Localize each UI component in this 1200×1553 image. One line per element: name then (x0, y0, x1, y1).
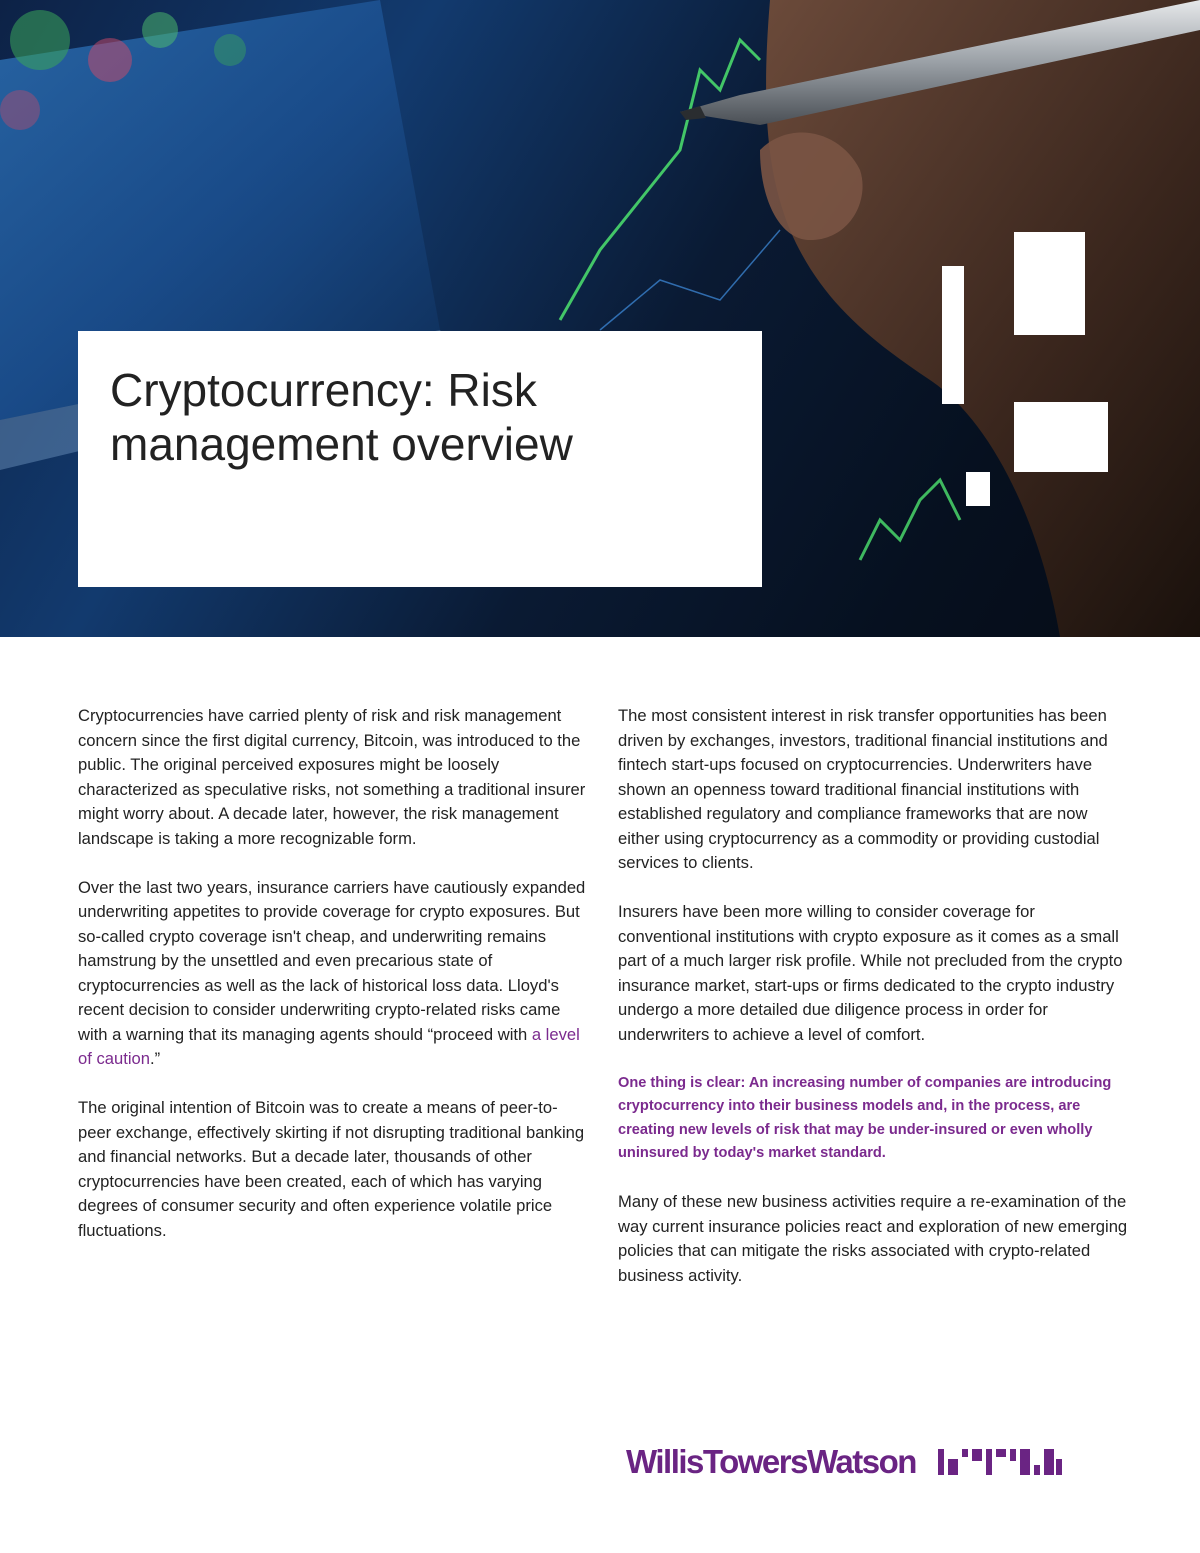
paragraph: The original intention of Bitcoin was to create a means of peer-to-peer exchange, effectively skirting if not disrupting traditional banking and financial networks. But a decade later, thousands of other cryptocurrencies have been created, each of which has varying degrees of consumer security and often experience volatile price fluctuations. (78, 1098, 585, 1240)
right-column (618, 704, 1128, 1313)
title-box (78, 331, 762, 587)
paragraph-text: Over the last two years, insurance carriers have cautiously expanded underwriting appetites to provide coverage for crypto exposures. But so-called crypto coverage isn't cheap, and underwriting remains hamstrung by the unsettled and even precarious state of cryptocurrencies as well as the lack of historical loss data. Lloyd's recent decision to consider underwriting crypto-related risks came with a warning that its managing agents should “proceed with (78, 877, 586, 1044)
paragraph: Insurers have been more willing to consider coverage for conventional institutions with crypto exposure as it comes as a small part of a much larger risk profile. While not precluded from the crypto insurance market, start-ups or firms dedicated to the crypto industry undergo a more detailed due diligence process in order for underwriters to achieve a level of comfort. (618, 902, 1123, 1044)
logo-wordmark: WillisTowersWatson (626, 1443, 916, 1480)
callout-quote: One thing is clear: An increasing number of companies are introducing cryptocurrency into their business models and, in the process, are creating new levels of risk that may be under-insured or even wholly uninsured by today's market standard. (618, 1074, 1112, 1161)
quote-end: .” (149, 1049, 161, 1068)
paragraph: Many of these new business activities require a re-examination of the way current insurance policies react and exploration of new emerging policies that can mitigate the risks associated with crypto-related business activity. (618, 1192, 1128, 1285)
logo-mark-icon (938, 1447, 1064, 1477)
hero-image (0, 0, 1200, 637)
page-title: Cryptocurrency: Risk management overview (110, 364, 573, 470)
level-of-caution-link[interactable]: a level of caution (78, 1024, 580, 1068)
company-logo (626, 1438, 1126, 1486)
paragraph-with-link (78, 876, 588, 1072)
paragraph: Cryptocurrencies have carried plenty of risk and risk management concern since the first digital currency, Bitcoin, was introduced to the public. The original perceived exposures might be loosely characterized as speculative risks, not something a traditional insurer might worry about. A decade later, however, the risk management landscape is taking a more recognizable form. (78, 706, 586, 848)
left-column (78, 704, 588, 1268)
paragraph: The most consistent interest in risk transfer opportunities has been driven by exchanges, investors, traditional financial institutions and fintech start-ups focused on cryptocurrencies. Underwriters have shown an openness toward traditional financial institutions with established regulatory and compliance frameworks that are now either using cryptocurrency as a commodity or providing custodial services to clients. (618, 706, 1108, 872)
